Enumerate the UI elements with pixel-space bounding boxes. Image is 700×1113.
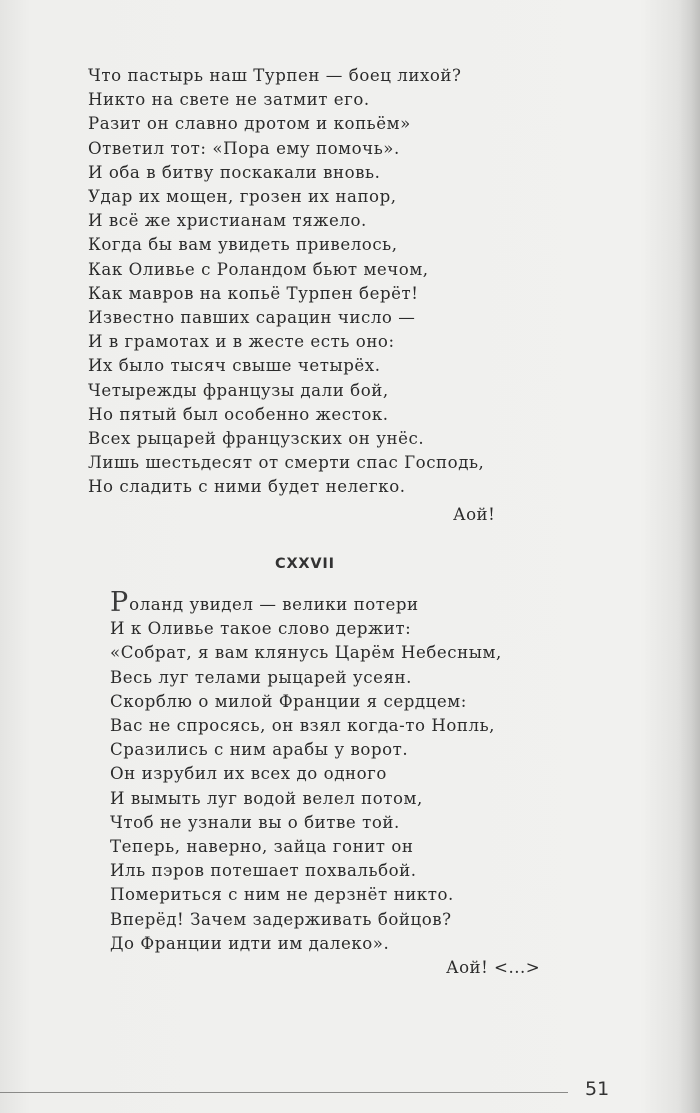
drop-cap: Р — [110, 587, 129, 618]
verse-line: Помериться с ним не дерзнёт никто. — [110, 885, 454, 905]
verse-line: Всех рыцарей французских он унёс. — [88, 429, 425, 449]
section-title: CXXVII — [275, 556, 335, 572]
verse-line: Их было тысяч свыше четырёх. — [88, 356, 381, 376]
verse-line: Вас не спросясь, он взял когда-то Нопль, — [110, 716, 496, 736]
verse-line: Он изрубил их всех до одного — [110, 764, 387, 784]
page-number: 51 — [585, 1078, 610, 1100]
verse-line: И вымыть луг водой велел потом, — [110, 788, 423, 808]
verse-line: Ответил тот: «Пора ему помочь». — [88, 138, 400, 158]
verse-line: Вперёд! Зачем задерживать бойцов? — [110, 909, 452, 929]
verse-line: И всё же христианам тяжело. — [88, 211, 367, 231]
verse-line: Но пятый был особенно жесток. — [88, 404, 389, 424]
verse-line: И к Оливье такое слово держит: — [110, 619, 412, 639]
verse-line: Разит он славно дротом и копьём» — [88, 114, 411, 134]
stanza-1 — [88, 64, 484, 500]
verse-line: Известно павших сарацин число — — [88, 308, 416, 328]
verse-line: Весь луг телами рыцарей усеян. — [110, 667, 412, 687]
verse-line: Иль пэров потешает похвальбой. — [110, 861, 417, 881]
verse-line: И в грамотах и в жесте есть оно: — [88, 332, 395, 352]
verse-line: Как Оливье с Роландом бьют мечом, — [88, 259, 429, 279]
stanza-2-first-line — [110, 587, 502, 618]
verse-line: Теперь, наверно, зайца гонит он — [110, 837, 414, 857]
stanza-2-refrain: Аой! <...> — [446, 958, 541, 977]
stanza-1-refrain: Аой! — [453, 505, 496, 524]
verse-line: Сразились с ним арабы у ворот. — [110, 740, 409, 760]
stanza-2-first-line-text: оланд увидел — велики потери — [129, 595, 419, 614]
footer-rule — [0, 1092, 568, 1093]
verse-line: Удар их мощен, грозен их напор, — [88, 187, 397, 207]
verse-line: Но сладить с ними будет нелегко. — [88, 477, 406, 497]
verse-line: До Франции идти им далеко». — [110, 933, 390, 953]
page-edge-shadow — [678, 0, 700, 1113]
verse-line: Когда бы вам увидеть привелось, — [88, 235, 398, 255]
verse-line: Четырежды французы дали бой, — [88, 380, 389, 400]
verse-line: Скорблю о милой Франции я сердцем: — [110, 691, 467, 711]
verse-line: И оба в битву поскакали вновь. — [88, 162, 381, 182]
verse-line: Чтоб не узнали вы о битве той. — [110, 812, 400, 832]
verse-line: «Собрат, я вам клянусь Царём Небесным, — [110, 643, 502, 663]
verse-line: Никто на свете не затмит его. — [88, 90, 370, 110]
verse-line: Как мавров на копьё Турпен берёт! — [88, 283, 419, 303]
stanza-2 — [110, 587, 502, 956]
verse-line: Лишь шестьдесят от смерти спас Господь, — [88, 453, 485, 473]
verse-line: Что пастырь наш Турпен — боец лихой? — [88, 66, 462, 85]
